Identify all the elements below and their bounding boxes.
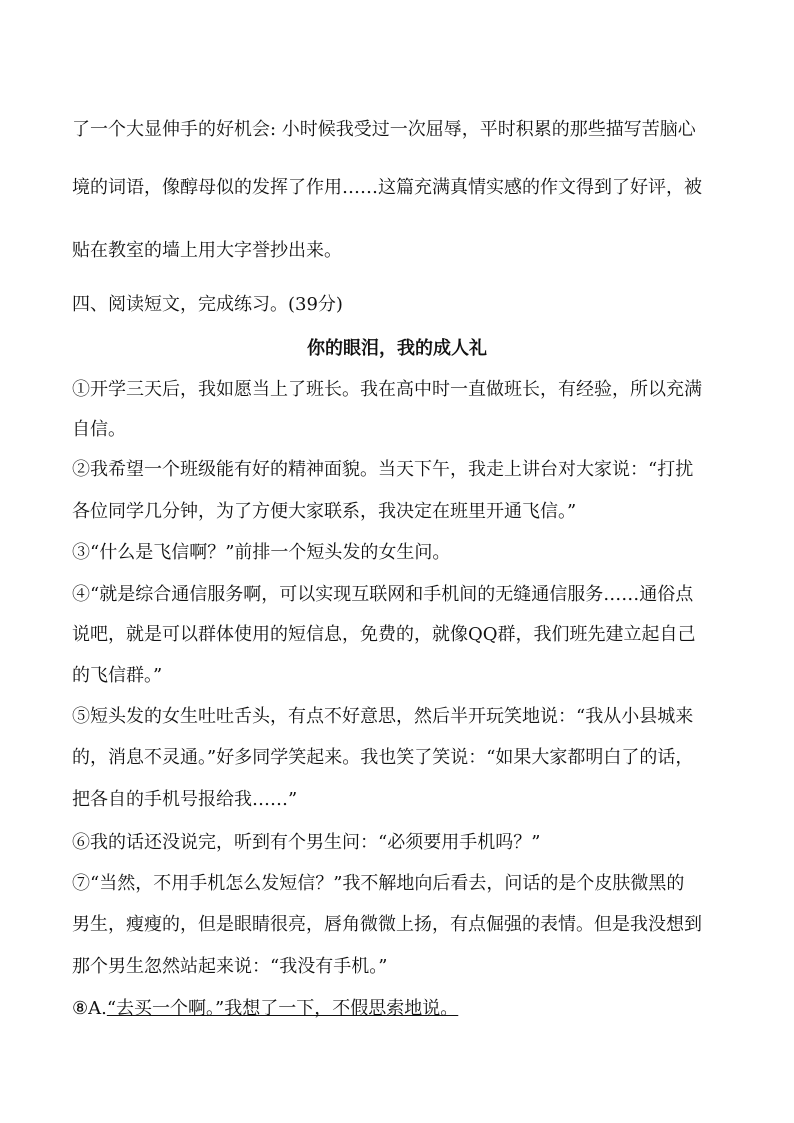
paragraph-line: ⑥我的话还没说完，听到有个男生问：“必须要用手机吗？” [72, 832, 541, 853]
paragraph-line: ⑤短头发的女生吐吐舌头，有点不好意思，然后半开玩笑地说：“我从小县城来 [72, 706, 694, 727]
paragraph-line: 的飞信群。” [72, 665, 163, 686]
text-line: 了一个大显伸手的好机会: 小时候我受过一次屈辱，平时积累的那些描写苦脑心 [72, 119, 696, 140]
paragraph-line: ④“就是综合通信服务啊，可以实现互联网和手机间的无缝通信服务……通俗点 [72, 584, 694, 605]
section-heading: 四、阅读短文，完成练习。(39分) [72, 294, 343, 315]
article-title: 你的眼泪，我的成人礼 [307, 338, 487, 359]
text-line: 境的词语，像醇母似的发挥了作用……这篇充满真情实感的作文得到了好评，被 [72, 177, 702, 198]
paragraph-marker: ⑧A. [72, 998, 107, 1019]
paragraph-line: 把各自的手机号报给我……” [72, 789, 298, 810]
paragraph-line: ③“什么是飞信啊？”前排一个短头发的女生问。 [72, 542, 451, 563]
paragraph-line: 各位同学几分钟，为了方便大家联系，我决定在班里开通飞信。” [72, 501, 577, 522]
paragraph-line: 自信。 [72, 419, 126, 440]
paragraph-line: 的，消息不灵通。”好多同学笑起来。我也笑了笑说：“如果大家都明白了的话， [72, 747, 694, 768]
paragraph-line: ⑦“当然，不用手机怎么发短信？”我不解地向后看去，问话的是个皮肤微黑的 [72, 873, 685, 894]
text-line: 贴在教室的墙上用大字誉抄出来。 [72, 240, 342, 261]
paragraph-line: ①开学三天后，我如愿当上了班长。我在高中时一直做班长，有经验，所以充满 [72, 379, 702, 400]
paragraph-line: 说吧，就是可以群体使用的短信息，免费的，就像QQ群，我们班先建立起自己 [72, 624, 696, 645]
paragraph-line: 男生，瘦瘦的，但是眼睛很亮，唇角微微上扬，有点倔强的表情。但是我没想到 [72, 914, 702, 935]
paragraph-line: 那个男生忽然站起来说：“我没有手机。” [72, 956, 388, 977]
paragraph-line: ②我希望一个班级能有好的精神面貌。当天下午，我走上讲台对大家说：“打扰 [72, 459, 694, 480]
underlined-sentence: “去买一个啊。”我想了一下，不假思索地说。 [106, 998, 459, 1019]
paragraph-line [72, 997, 458, 1021]
